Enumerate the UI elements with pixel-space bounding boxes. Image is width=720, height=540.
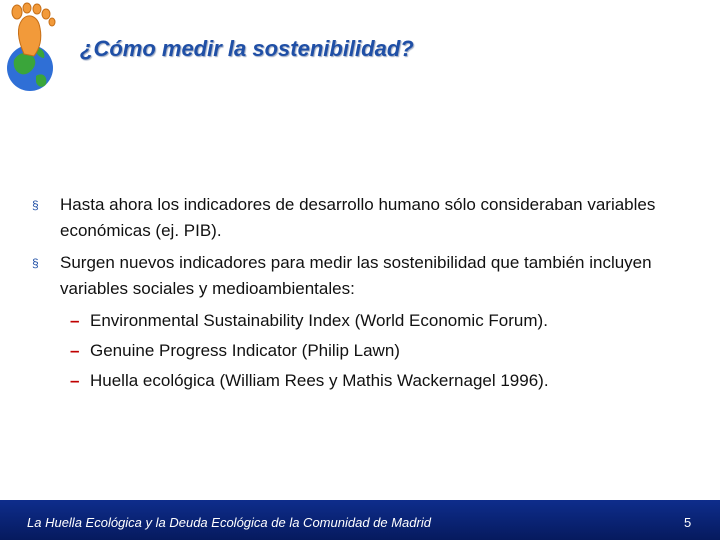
page-number: 5 (684, 515, 692, 530)
bullet-item (30, 250, 700, 302)
bullet-item (30, 192, 700, 244)
subbullet-item (30, 338, 700, 364)
bullet-text: Surgen nuevos indicadores para medir las sostenibilidad que también incluyen variables sociales y medioambientales: (60, 253, 652, 298)
subbullet-marker: – (70, 371, 80, 390)
subbullet-text: Genuine Progress Indicator (Philip Lawn) (90, 341, 400, 360)
footprint-globe-icon (4, 2, 68, 94)
subbullet-marker: – (70, 341, 80, 360)
footer-text: La Huella Ecológica y la Deuda Ecológica de la Comunidad de Madrid (27, 515, 431, 530)
bullet-marker: § (32, 256, 39, 270)
bullet-marker: § (32, 198, 39, 212)
slide-title: ¿Cómo medir la sostenibilidad? (80, 36, 414, 61)
subbullet-marker: – (70, 311, 80, 330)
subbullet-text: Huella ecológica (William Rees y Mathis Wackernagel 1996). (90, 371, 549, 390)
slide-content (30, 192, 700, 398)
subbullet-item (30, 308, 700, 334)
subbullet-text: Environmental Sustainability Index (World Economic Forum). (90, 311, 548, 330)
bullet-text: Hasta ahora los indicadores de desarrollo humano sólo consideraban variables económicas (ej. PIB). (60, 195, 656, 240)
subbullet-item (30, 368, 700, 394)
